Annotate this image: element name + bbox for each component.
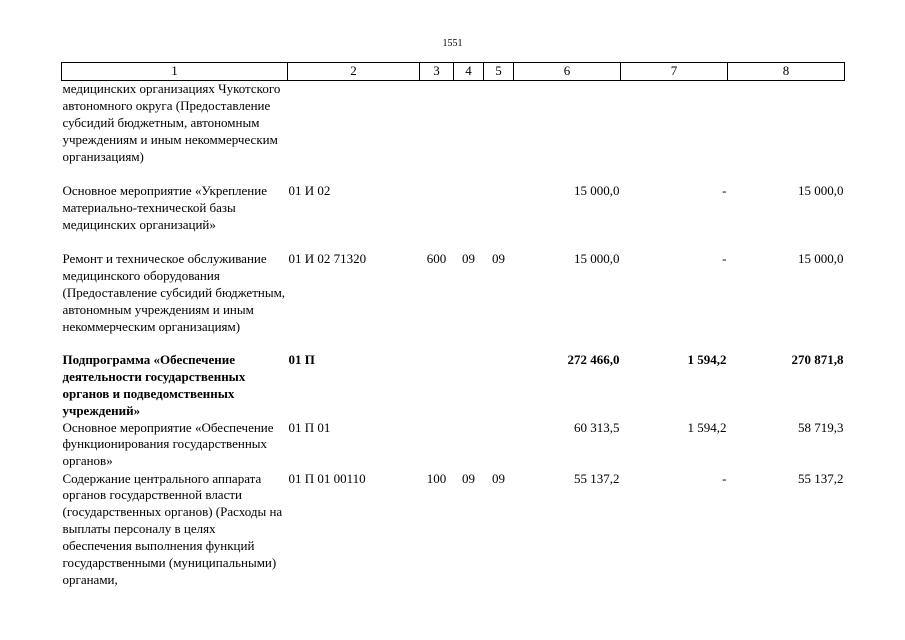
row-value-6: 272 466,0 (567, 351, 620, 367)
row-value-8: 55 137,2 (798, 470, 844, 486)
row-code (288, 80, 420, 183)
row-col-3 (420, 352, 454, 420)
row-col-3 (420, 420, 454, 471)
table-row (62, 420, 845, 471)
table-row (62, 251, 845, 352)
row-code: 01 И 02 71320 (288, 250, 367, 266)
column-header-6: 6 (514, 63, 621, 81)
row-col-4: 09 (462, 470, 475, 486)
row-name: Основное мероприятие «Обеспечение функционирования государственных органов» (62, 419, 274, 469)
row-col-3: 600 (426, 250, 447, 266)
row-col-4 (454, 420, 484, 471)
row-value-6: 15 000,0 (574, 250, 620, 266)
row-value-8: 270 871,8 (791, 351, 844, 367)
row-value-7: - (722, 470, 727, 486)
table-row (62, 471, 845, 591)
column-header-5: 5 (484, 63, 514, 81)
row-col-5: 09 (492, 470, 505, 486)
row-value-7: 1 594,2 (687, 419, 727, 435)
column-header-2: 2 (288, 63, 420, 81)
row-value-7 (621, 80, 728, 183)
row-col-5 (484, 352, 514, 420)
row-value-7: - (722, 182, 727, 198)
row-col-4 (454, 352, 484, 420)
budget-table (61, 62, 845, 591)
row-value-8 (728, 80, 845, 183)
row-code: 01 И 02 (288, 182, 331, 198)
row-name: Подпрограмма «Обеспечение деятельности государственных органов и подведомственных учреждений» (62, 351, 246, 418)
row-name: медицинских организациях Чукотского автономного округа (Предоставление субсидий бюджетным, автономным учреждениям и иным некоммерческим организациям) (62, 80, 281, 164)
column-header-8: 8 (728, 63, 845, 81)
row-value-7: - (722, 250, 727, 266)
row-code: 01 П (288, 351, 315, 367)
row-col-3 (420, 183, 454, 251)
row-col-4: 09 (462, 250, 475, 266)
row-col-5: 09 (492, 250, 505, 266)
row-code: 01 П 01 (288, 419, 331, 435)
row-name: Содержание центрального аппарата органов государственной власти (государственных органов) (Расходы на выплаты персоналу в целях обеспечения выполнения функций государственными (муниципальными) органами, (62, 470, 283, 587)
row-col-5 (484, 80, 514, 183)
column-header-4: 4 (454, 63, 484, 81)
column-header-3: 3 (420, 63, 454, 81)
row-col-3: 100 (426, 470, 447, 486)
row-value-8: 15 000,0 (798, 182, 844, 198)
row-value-6 (514, 80, 621, 183)
row-col-5 (484, 183, 514, 251)
row-col-5 (484, 420, 514, 471)
row-name: Основное мероприятие «Укрепление материально-технической базы медицинских организаций» (62, 182, 267, 232)
table-row (62, 80, 845, 183)
page-number: 1551 (442, 38, 463, 49)
row-value-6: 15 000,0 (574, 182, 620, 198)
row-code: 01 П 01 00110 (288, 470, 366, 486)
row-col-3 (420, 80, 454, 183)
table-row (62, 352, 845, 420)
row-col-4 (454, 183, 484, 251)
row-value-6: 55 137,2 (574, 470, 620, 486)
row-value-8: 15 000,0 (798, 250, 844, 266)
row-value-7: 1 594,2 (687, 351, 727, 367)
column-header-7: 7 (621, 63, 728, 81)
row-value-8: 58 719,3 (798, 419, 844, 435)
row-col-4 (454, 80, 484, 183)
column-number-header (62, 63, 845, 81)
table-row (62, 183, 845, 251)
row-name: Ремонт и техническое обслуживание медицинского оборудования (Предоставление субсидий бюджетным, автономным учреждениям и иным некоммерческим организациям) (62, 250, 286, 334)
row-value-6: 60 313,5 (574, 419, 620, 435)
column-header-1: 1 (62, 63, 288, 81)
